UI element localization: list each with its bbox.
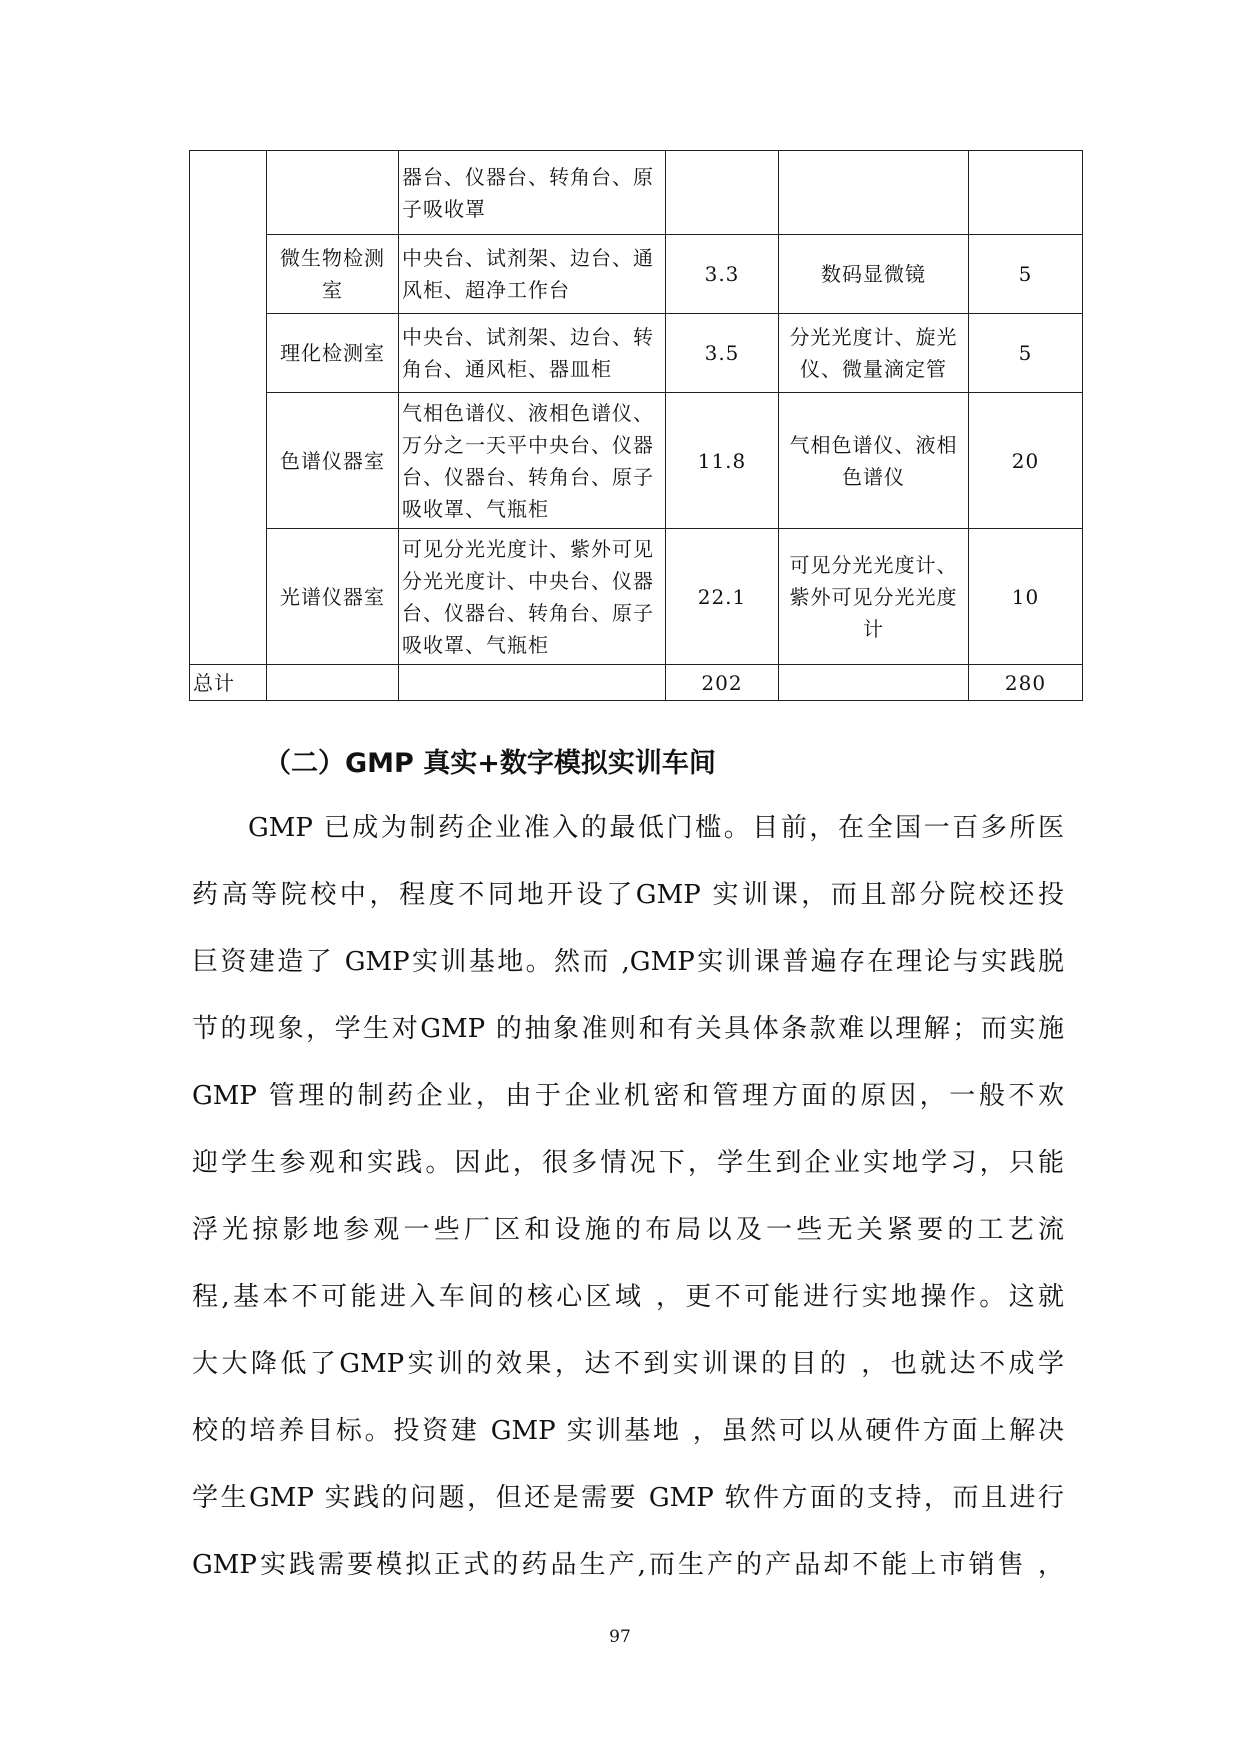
facilities-cell: 中央台、试剂架、边台、通风柜、超净工作台: [399, 235, 666, 314]
total-count: 280: [969, 665, 1083, 701]
empty-cell: [267, 665, 399, 701]
equipment-cell: [779, 151, 969, 235]
category-cell: [190, 151, 267, 665]
facilities-cell: 中央台、试剂架、边台、转角台、通风柜、器皿柜: [399, 314, 666, 393]
paragraph-line: 大大降低了GMP实训的效果，达不到实训课的目的 ，也就达不成学: [192, 1349, 1064, 1379]
equipment-cell: 可见分光光度计、紫外可见分光光度计: [779, 529, 969, 665]
area-cell: 3.3: [666, 235, 779, 314]
paragraph-line: GMP实践需要模拟正式的药品生产,而生产的产品却不能上市销售 ，: [192, 1550, 1064, 1580]
paragraph-line: 药高等院校中，程度不同地开设了GMP 实训课，而且部分院校还投: [192, 880, 1064, 910]
table-row: [190, 314, 1083, 393]
table-row: [190, 151, 1083, 235]
equipment-cell: 气相色谱仪、液相色谱仪: [779, 393, 969, 529]
empty-cell: [779, 665, 969, 701]
count-cell: [969, 151, 1083, 235]
count-cell: 5: [969, 314, 1083, 393]
lab-equipment-table: [189, 150, 1083, 701]
room-cell: 微生物检测室: [267, 235, 399, 314]
area-cell: 11.8: [666, 393, 779, 529]
paragraph-line: 学生GMP 实践的问题，但还是需要 GMP 软件方面的支持，而且进行: [192, 1483, 1064, 1513]
facilities-cell: 器台、仪器台、转角台、原子吸收罩: [399, 151, 666, 235]
table-row: [190, 235, 1083, 314]
facilities-cell: 气相色谱仪、液相色谱仪、万分之一天平中央台、仪器台、仪器台、转角台、原子吸收罩、气瓶柜: [399, 393, 666, 529]
equipment-cell: 分光光度计、旋光仪、微量滴定管: [779, 314, 969, 393]
paragraph-line: 节的现象，学生对GMP 的抽象准则和有关具体条款难以理解；而实施: [192, 1014, 1064, 1044]
count-cell: 20: [969, 393, 1083, 529]
table-row: [190, 529, 1083, 665]
paragraph-line: GMP 管理的制药企业，由于企业机密和管理方面的原因，一般不欢: [192, 1081, 1064, 1111]
count-cell: 10: [969, 529, 1083, 665]
room-cell: 光谱仪器室: [267, 529, 399, 665]
total-area: 202: [666, 665, 779, 701]
paragraph-line: GMP 已成为制药企业准入的最低门槛。目前，在全国一百多所医: [248, 813, 1064, 843]
count-cell: 5: [969, 235, 1083, 314]
section-heading: （二）GMP 真实+数字模拟实训车间: [264, 748, 716, 779]
room-cell: [267, 151, 399, 235]
room-cell: 理化检测室: [267, 314, 399, 393]
paragraph-line: 迎学生参观和实践。因此，很多情况下，学生到企业实地学习，只能: [192, 1148, 1064, 1178]
total-label: 总计: [190, 665, 267, 701]
area-cell: 22.1: [666, 529, 779, 665]
body-paragraph: [192, 806, 1064, 1610]
total-row: [190, 665, 1083, 701]
paragraph-line: 浮光掠影地参观一些厂区和设施的布局以及一些无关紧要的工艺流: [192, 1215, 1064, 1245]
area-cell: [666, 151, 779, 235]
paragraph-line: 校的培养目标。投资建 GMP 实训基地 ，虽然可以从硬件方面上解决: [192, 1416, 1064, 1446]
area-cell: 3.5: [666, 314, 779, 393]
table-row: [190, 393, 1083, 529]
paragraph-line: 巨资建造了 GMP实训基地。然而 ,GMP实训课普遍存在理论与实践脱: [192, 947, 1064, 977]
room-cell: 色谱仪器室: [267, 393, 399, 529]
paragraph-line: 程,基本不可能进入车间的核心区域 ，更不可能进行实地操作。这就: [192, 1282, 1064, 1312]
empty-cell: [399, 665, 666, 701]
equipment-cell: 数码显微镜: [779, 235, 969, 314]
facilities-cell: 可见分光光度计、紫外可见分光光度计、中央台、仪器台、仪器台、转角台、原子吸收罩、气瓶柜: [399, 529, 666, 665]
page-number: 97: [609, 1627, 631, 1647]
